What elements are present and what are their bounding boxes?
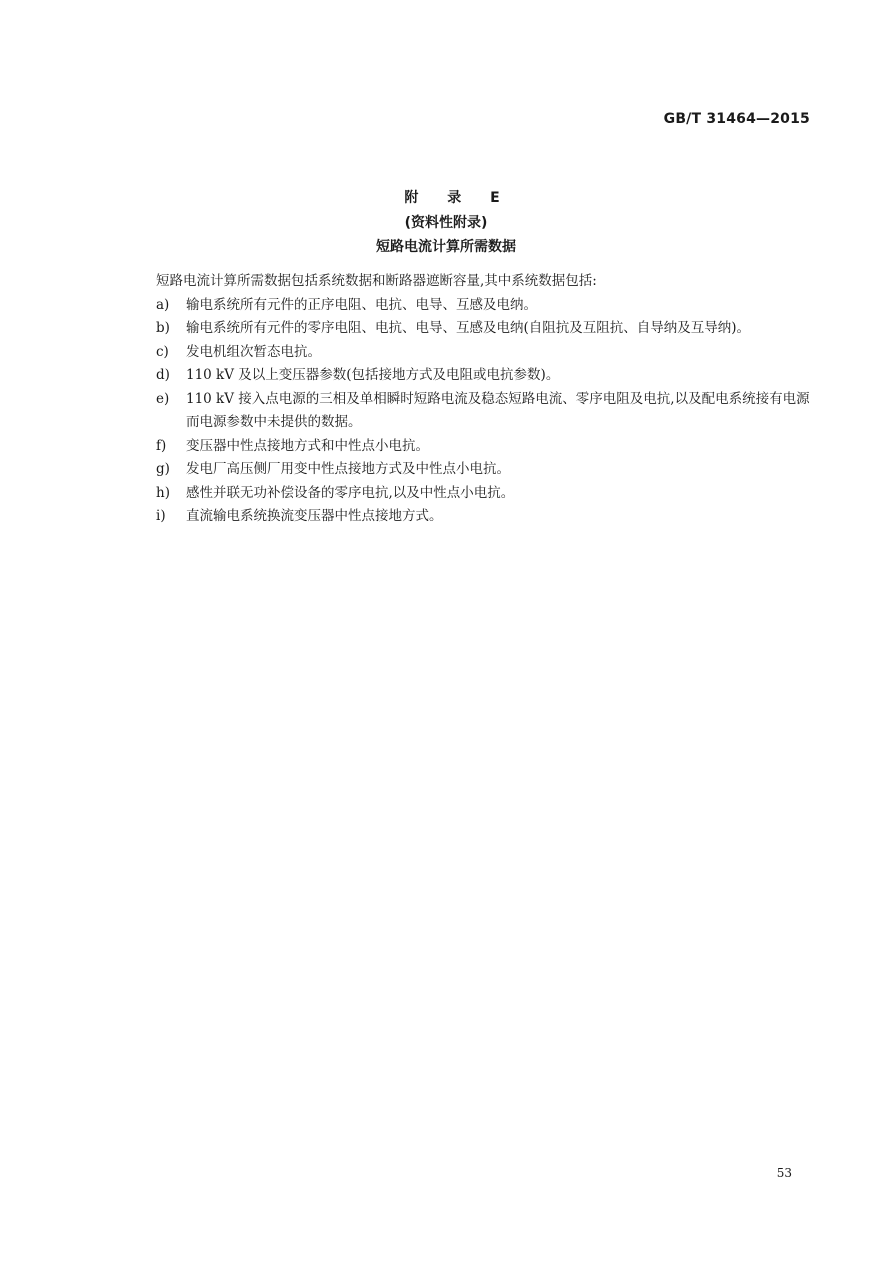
item-label: a) <box>156 296 170 313</box>
page-number: 53 <box>776 1166 792 1180</box>
list-item <box>156 341 816 365</box>
item-label: f) <box>156 437 167 454</box>
list-item <box>156 458 816 482</box>
list-item <box>156 388 816 435</box>
list-item <box>156 435 816 459</box>
item-text: 直流输电系统换流变压器中性点接地方式。 <box>186 508 443 524</box>
item-label: h) <box>156 484 170 501</box>
list-item <box>156 505 816 529</box>
item-text: 输电系统所有元件的正序电阻、电抗、电导、互感及电纳。 <box>186 296 537 313</box>
item-text: 发电厂高压侧厂用变中性点接地方式及中性点小电抗。 <box>186 461 510 477</box>
item-label: d) <box>156 367 170 383</box>
intro-paragraph: 短路电流计算所需数据包括系统数据和断路器遮断容量,其中系统数据包括: <box>156 273 597 289</box>
item-text: 变压器中性点接地方式和中性点小电抗。 <box>186 437 429 454</box>
item-text: 输电系统所有元件的零序电阻、电抗、电导、互感及电纳(自阻抗及互阻抗、自导纳及互导纳)。 <box>186 320 751 336</box>
item-text: 110 kV 接入点电源的三相及单相瞬时短路电流及稳态短路电流、零序电阻及电抗,以及配电系统接有电源而电源参数中未提供的数据。 <box>186 390 810 430</box>
item-label: g) <box>156 461 170 477</box>
annex-body <box>156 270 816 529</box>
item-text: 110 kV 及以上变压器参数(包括接地方式及电阻或电抗参数)。 <box>186 367 560 383</box>
item-text: 发电机组次暂态电抗。 <box>186 343 321 360</box>
item-label: c) <box>156 343 169 360</box>
annex-label: 附 录 E <box>404 190 512 206</box>
annex-title: 短路电流计算所需数据 <box>376 239 516 255</box>
item-label: b) <box>156 320 170 336</box>
item-text: 感性并联无功补偿设备的零序电抗,以及中性点小电抗。 <box>186 484 515 501</box>
standard-code: GB/T 31464—2015 <box>663 111 810 127</box>
list-item <box>156 317 816 341</box>
data-item-list <box>156 294 816 529</box>
list-item <box>156 364 816 388</box>
list-item <box>156 294 816 318</box>
annex-type: (资料性附录) <box>404 215 488 231</box>
item-label: i) <box>156 508 166 524</box>
list-item <box>156 482 816 506</box>
item-label: e) <box>156 390 170 407</box>
